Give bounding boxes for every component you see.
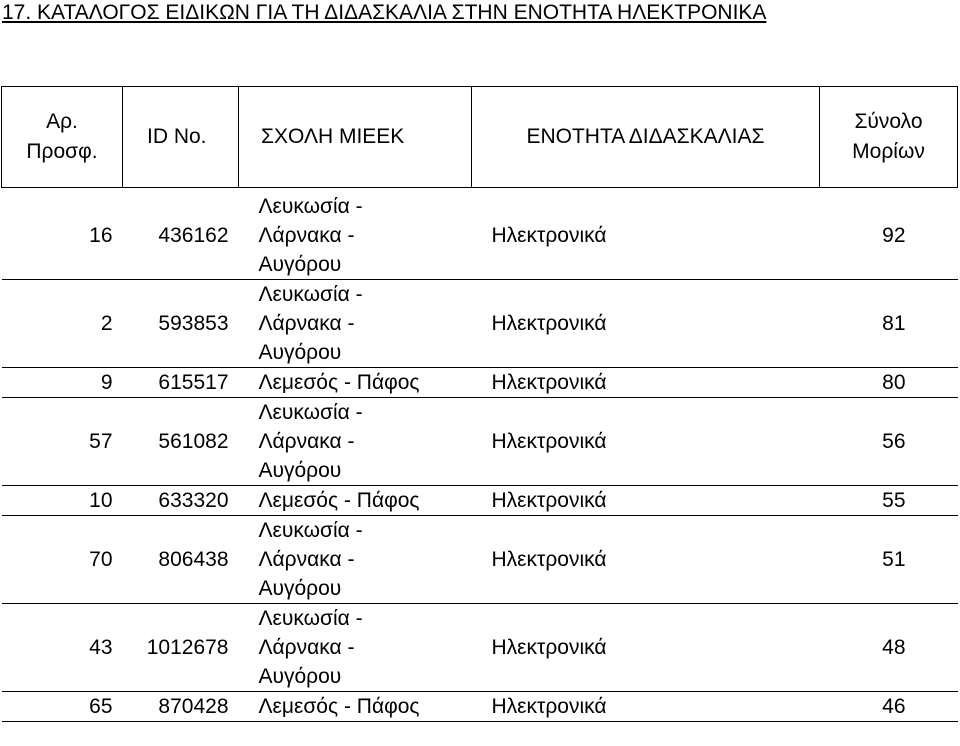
table-row [2, 604, 958, 692]
school-cell [239, 188, 472, 280]
school-line: Αυγόρου [258, 253, 342, 276]
total-cell: 46 [820, 692, 958, 722]
school-cell [239, 368, 472, 398]
school-line: Λάρνακα - [258, 312, 355, 335]
id-cell: 561082 [123, 398, 239, 486]
total-cell: 80 [820, 368, 958, 398]
school-cell [239, 486, 472, 516]
school-line: Λεμεσός - Πάφος [258, 695, 420, 718]
table-header [2, 87, 958, 188]
total-cell: 56 [820, 398, 958, 486]
table-row [2, 516, 958, 604]
header-rank-line1: Αρ. [46, 110, 78, 133]
header-area: ΕΝΟΤΗΤΑ ΔΙΔΑΣΚΑΛΙΑΣ [472, 87, 820, 188]
school-line: Λάρνακα - [258, 430, 355, 453]
table-row [2, 486, 958, 516]
header-id: ID No. [123, 87, 239, 188]
school-line: Λευκωσία - [258, 607, 363, 630]
school-cell [239, 516, 472, 604]
table-row [2, 692, 958, 722]
school-line: Αυγόρου [258, 341, 342, 364]
area-cell: Ηλεκτρονικά [472, 280, 820, 368]
header-rank-line2: Προσφ. [26, 140, 98, 163]
school-line: Λεμεσός - Πάφος [258, 371, 420, 394]
school-line: Λάρνακα - [258, 224, 355, 247]
area-cell: Ηλεκτρονικά [472, 604, 820, 692]
rank-cell: 65 [2, 692, 123, 722]
rank-cell: 2 [2, 280, 123, 368]
table-row [2, 398, 958, 486]
school-cell [239, 280, 472, 368]
id-cell: 615517 [123, 368, 239, 398]
header-total-line2: Μορίων [852, 140, 925, 163]
school-line: Αυγόρου [258, 665, 342, 688]
area-cell: Ηλεκτρονικά [472, 368, 820, 398]
id-cell: 870428 [123, 692, 239, 722]
document-title: 17. ΚΑΤΑΛΟΓΟΣ ΕΙΔΙΚΩΝ ΓΙΑ ΤΗ ΔΙΔΑΣΚΑΛΙΑ ΣΤΗΝ ΕΝΟΤΗΤΑ ΗΛΕΚΤΡΟΝΙΚΑ [2, 1, 767, 24]
school-line: Αυγόρου [258, 459, 342, 482]
header-total [820, 87, 958, 188]
school-line: Λάρνακα - [258, 636, 355, 659]
school-line: Λευκωσία - [258, 283, 363, 306]
rank-cell: 10 [2, 486, 123, 516]
header-rank [2, 87, 123, 188]
table-row [2, 280, 958, 368]
id-cell: 633320 [123, 486, 239, 516]
area-cell: Ηλεκτρονικά [472, 516, 820, 604]
rank-cell: 16 [2, 188, 123, 280]
area-cell: Ηλεκτρονικά [472, 486, 820, 516]
rank-cell: 43 [2, 604, 123, 692]
area-cell: Ηλεκτρονικά [472, 692, 820, 722]
school-line: Λάρνακα - [258, 548, 355, 571]
total-cell: 51 [820, 516, 958, 604]
school-cell [239, 692, 472, 722]
school-line: Αυγόρου [258, 577, 342, 600]
table-row [2, 188, 958, 280]
school-cell [239, 398, 472, 486]
table-body [2, 188, 958, 722]
total-cell: 48 [820, 604, 958, 692]
id-cell: 806438 [123, 516, 239, 604]
id-cell: 436162 [123, 188, 239, 280]
id-cell: 593853 [123, 280, 239, 368]
header-total-line1: Σύνολο [854, 110, 923, 133]
total-cell: 81 [820, 280, 958, 368]
school-cell [239, 604, 472, 692]
school-line: Λευκωσία - [258, 401, 363, 424]
total-cell: 92 [820, 188, 958, 280]
specialists-table [1, 86, 958, 722]
header-school: ΣΧΟΛΗ ΜΙΕΕΚ [239, 87, 472, 188]
rank-cell: 70 [2, 516, 123, 604]
area-cell: Ηλεκτρονικά [472, 188, 820, 280]
rank-cell: 57 [2, 398, 123, 486]
table-row [2, 368, 958, 398]
area-cell: Ηλεκτρονικά [472, 398, 820, 486]
total-cell: 55 [820, 486, 958, 516]
header-row [2, 87, 958, 188]
school-line: Λευκωσία - [258, 519, 363, 542]
id-cell: 1012678 [123, 604, 239, 692]
rank-cell: 9 [2, 368, 123, 398]
school-line: Λεμεσός - Πάφος [258, 489, 420, 512]
school-line: Λευκωσία - [258, 195, 363, 218]
